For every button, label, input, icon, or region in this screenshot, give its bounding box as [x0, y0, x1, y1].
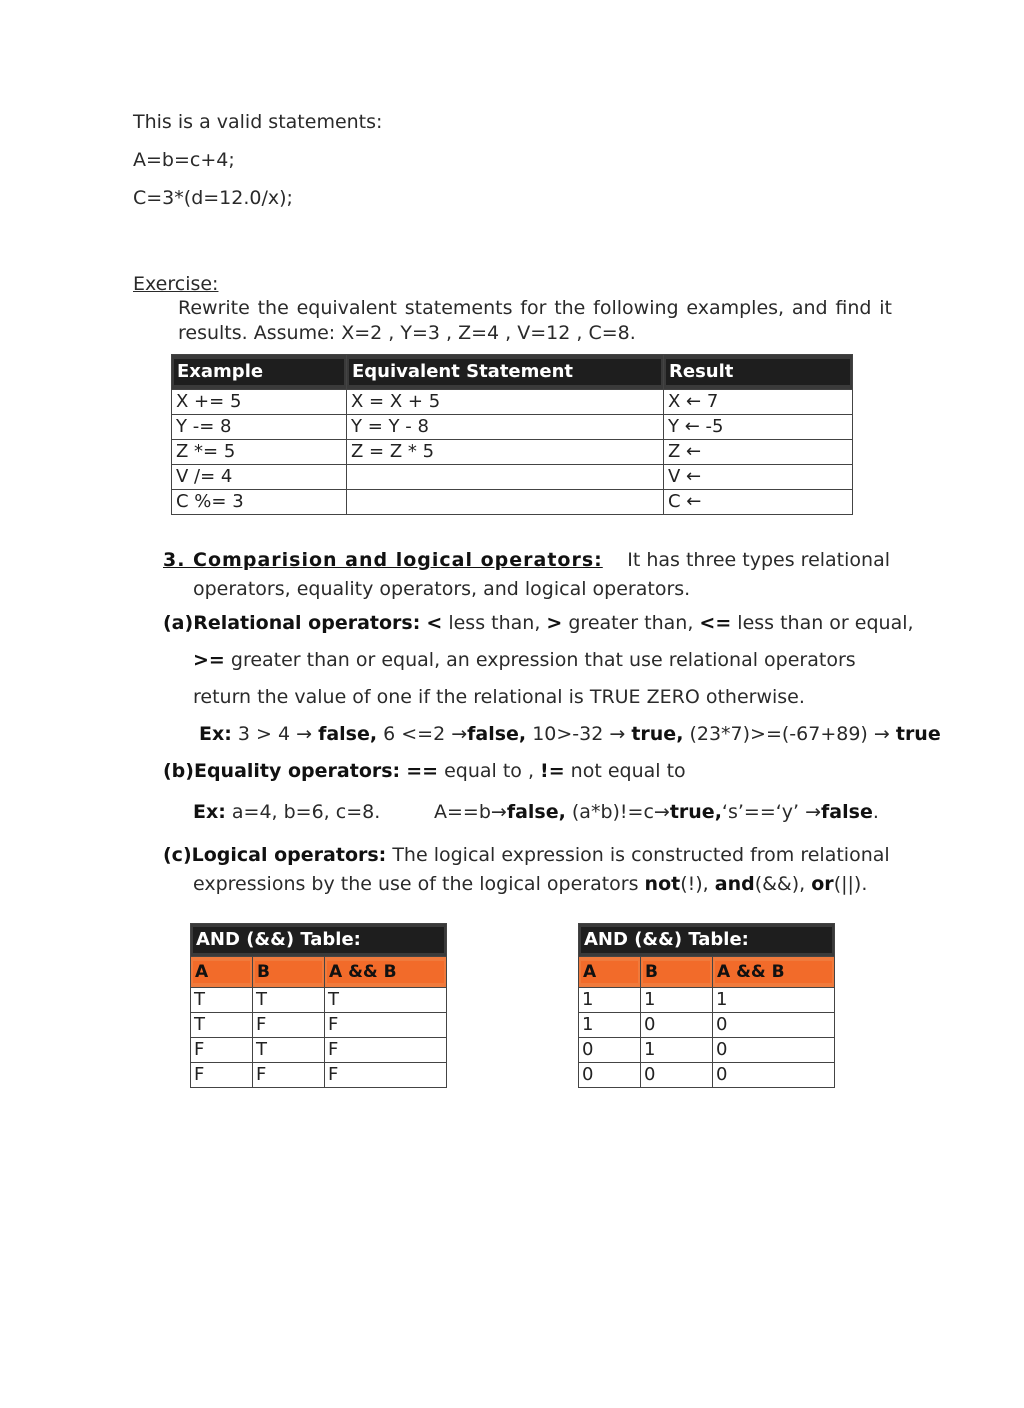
op-less: < [426, 612, 443, 634]
result: true, [631, 723, 684, 745]
item-label-c: (c) [163, 844, 192, 866]
cell-equivalent: Z = Z * 5 [347, 440, 664, 465]
cell-result: V ← [664, 465, 853, 490]
cell-equivalent: Y = Y - 8 [347, 415, 664, 440]
result: false [821, 801, 873, 823]
op-and: and [714, 873, 755, 895]
cell: T [253, 1038, 325, 1063]
exercise-desc-2: results. Assume: X=2 , Y=3 , Z=4 , V=12 , C=8. [178, 322, 636, 344]
cell-example: V /= 4 [172, 465, 347, 490]
table-row [172, 490, 853, 515]
col-header-b: B [255, 961, 322, 983]
cell: 1 [641, 988, 713, 1013]
equality-example-2 [434, 800, 879, 824]
op-equal: == [406, 760, 439, 782]
text: not equal to [564, 760, 686, 782]
table-row [191, 1063, 447, 1088]
cell-example: X += 5 [172, 390, 347, 415]
cell: F [325, 1038, 447, 1063]
cell-equivalent [347, 465, 664, 490]
cell: F [253, 1013, 325, 1038]
cell: 0 [713, 1038, 835, 1063]
relational-title: Relational operators: [193, 612, 421, 634]
exercise-table [171, 354, 853, 515]
result: true [895, 723, 941, 745]
header-equivalent: Equivalent Statement [349, 359, 661, 385]
intro-line-3: C=3*(d=12.0/x); [133, 187, 293, 209]
text: equal to , [438, 760, 541, 782]
truth-table-title: AND (&&) Table: [193, 927, 444, 953]
text: ‘s’==‘y’ → [721, 801, 822, 823]
text: less than, [442, 612, 547, 634]
col-header-b: B [643, 961, 710, 983]
cell: T [253, 988, 325, 1013]
cell-result: C ← [664, 490, 853, 515]
result: false, [506, 801, 566, 823]
op-greater-equal: >= [193, 649, 225, 671]
cell-result: X ← 7 [664, 390, 853, 415]
cell-example: Z *= 5 [172, 440, 347, 465]
col-header-a: A [581, 961, 638, 983]
relational-line-3: return the value of one if the relational is TRUE ZERO otherwise. [193, 686, 805, 708]
cell-example: Y -= 8 [172, 415, 347, 440]
cell: 0 [641, 1013, 713, 1038]
cell: 0 [641, 1063, 713, 1088]
cell-equivalent [347, 490, 664, 515]
table-row [172, 390, 853, 415]
table-row [191, 1013, 447, 1038]
text: . [872, 801, 879, 823]
intro-line-1: This is a valid statements: [133, 111, 383, 133]
result: false, [318, 723, 378, 745]
cell: F [325, 1063, 447, 1088]
text: expressions by the use of the logical operators [193, 873, 645, 895]
equality-example-1 [193, 800, 380, 824]
op-less-equal: <= [699, 612, 732, 634]
table-row [579, 1038, 835, 1063]
table-row [191, 1038, 447, 1063]
col-header-result: A && B [715, 961, 832, 983]
item-label-a: (a) [163, 612, 194, 634]
col-header-a: A [193, 961, 250, 983]
text: greater than, [562, 612, 700, 634]
cell: 0 [713, 1013, 835, 1038]
text: (23*7)>=(-67+89) → [683, 723, 896, 745]
truth-table-binary [578, 923, 835, 1088]
text: (!), [680, 873, 715, 895]
exercise-table-header [172, 355, 853, 390]
exercise-desc-1: Rewrite the equivalent statements for the following examples, and find it [178, 297, 892, 319]
cell: 0 [579, 1063, 641, 1088]
table-row [172, 415, 853, 440]
cell: 1 [641, 1038, 713, 1063]
table-row [172, 465, 853, 490]
text: 10>-32 → [526, 723, 632, 745]
equality-title: Equality operators: [193, 760, 401, 782]
cell: F [253, 1063, 325, 1088]
cell: F [191, 1038, 253, 1063]
truth-table-title: AND (&&) Table: [581, 927, 832, 953]
item-label-b: (b) [163, 760, 194, 782]
cell: 1 [579, 988, 641, 1013]
cell-example: C %= 3 [172, 490, 347, 515]
text: (a*b)!=c→ [565, 801, 670, 823]
table-row [191, 988, 447, 1013]
text: (&&), [754, 873, 812, 895]
ex-label: Ex: [199, 723, 232, 745]
cell: 1 [579, 1013, 641, 1038]
logical-line-2 [193, 872, 867, 896]
cell: F [191, 1063, 253, 1088]
section3-intro [163, 548, 890, 572]
exercise-heading: Exercise: [133, 273, 219, 295]
text: The logical expression is constructed from relational [386, 844, 890, 866]
text: A==b→ [434, 801, 507, 823]
cell: T [191, 988, 253, 1013]
relational-line-2 [193, 648, 856, 672]
cell: 0 [713, 1063, 835, 1088]
op-greater: > [546, 612, 563, 634]
result: true, [669, 801, 722, 823]
cell: T [191, 1013, 253, 1038]
op-not-equal: != [540, 760, 565, 782]
intro-line-2: A=b=c+4; [133, 149, 235, 171]
cell-result: Y ← -5 [664, 415, 853, 440]
equality-line-1 [163, 759, 686, 783]
table-row [172, 440, 853, 465]
section3-title: 3. Comparision and logical operators: [163, 549, 603, 571]
relational-example [199, 722, 941, 746]
table-row [579, 1063, 835, 1088]
cell: 0 [579, 1038, 641, 1063]
cell-equivalent: X = X + 5 [347, 390, 664, 415]
table-row [579, 988, 835, 1013]
text: 6 <=2 → [377, 723, 468, 745]
section3-intro-tail: It has three types relational [627, 549, 890, 571]
ex-label: Ex: [193, 801, 226, 823]
logical-title: Logical operators: [191, 844, 387, 866]
logical-line-1 [163, 843, 890, 867]
cell-result: Z ← [664, 440, 853, 465]
section3-intro-line2: operators, equality operators, and logical operators. [193, 578, 691, 600]
result: false, [467, 723, 527, 745]
col-header-result: A && B [327, 961, 444, 983]
text: (||). [833, 873, 868, 895]
op-not: not [644, 873, 681, 895]
cell: 1 [713, 988, 835, 1013]
header-example: Example [174, 359, 344, 385]
text: 3 > 4 → [231, 723, 319, 745]
relational-line-1 [163, 611, 914, 635]
text: a=4, b=6, c=8. [225, 801, 381, 823]
truth-table-tf [190, 923, 447, 1088]
table-row [579, 1013, 835, 1038]
op-or: or [811, 873, 834, 895]
cell: F [325, 1013, 447, 1038]
cell: T [325, 988, 447, 1013]
text: less than or equal, [731, 612, 914, 634]
header-result: Result [666, 359, 850, 385]
text: greater than or equal, an expression that use relational operators [224, 649, 856, 671]
